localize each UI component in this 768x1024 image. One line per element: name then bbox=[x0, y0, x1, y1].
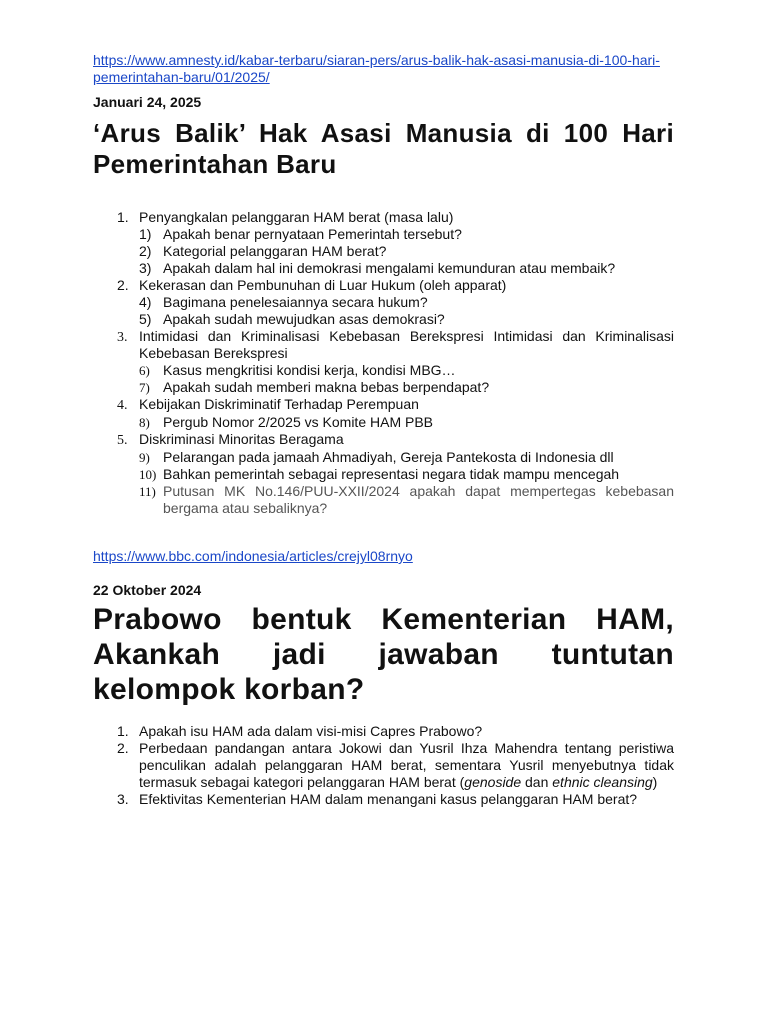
list-item-text: Penyangkalan pelanggaran HAM berat (masa lalu) bbox=[139, 209, 454, 225]
sub-list-item-text: Apakah benar pernyataan Pemerintah tersebut? bbox=[163, 226, 462, 242]
list-item bbox=[93, 723, 674, 740]
numbered-list bbox=[93, 209, 674, 517]
sub-list-item-text: Pergub Nomor 2/2025 vs Komite HAM PBB bbox=[163, 414, 434, 430]
article-title: ‘Arus Balik’ Hak Asasi Manusia di 100 Hari Pemerintahan Baru bbox=[93, 118, 674, 179]
article-date: Januari 24, 2025 bbox=[93, 94, 202, 110]
sub-list-item-text: Apakah sudah mewujudkan asas demokrasi? bbox=[163, 311, 445, 327]
list-item bbox=[93, 791, 674, 808]
list-item-text bbox=[139, 740, 674, 791]
article-date: 22 Oktober 2024 bbox=[93, 582, 202, 598]
list-item bbox=[93, 396, 674, 414]
sub-list-number: 7) bbox=[139, 380, 150, 395]
list-item bbox=[93, 328, 674, 362]
list-item-text: Kekerasan dan Pembunuhan di Luar Hukum (oleh apparat) bbox=[139, 277, 507, 293]
italic-term: genoside bbox=[464, 774, 522, 790]
sub-list-item-text: Pelarangan pada jamaah Ahmadiyah, Gereja Pantekosta di Indonesia dll bbox=[163, 449, 614, 465]
sub-list-number: 8) bbox=[139, 415, 150, 430]
list-number: 1. bbox=[117, 209, 129, 225]
sub-list-item-text: Putusan MK No.146/PUU-XXII/2024 apakah dapat mempertegas kebebasan bergama atau sebaliknya? bbox=[163, 483, 674, 516]
source-link-amnesty[interactable]: https://www.amnesty.id/kabar-terbaru/siaran-pers/arus-balik-hak-asasi-manusia-di-100-hari-pemerintahan-baru/01/2025/ bbox=[93, 52, 660, 85]
list-number: 2. bbox=[117, 277, 129, 293]
sub-list-number: 10) bbox=[139, 467, 157, 482]
document-page bbox=[93, 52, 674, 808]
list-item-text: Apakah isu HAM ada dalam visi-misi Capres Prabowo? bbox=[139, 723, 483, 739]
source-link-bbc[interactable]: https://www.bbc.com/indonesia/articles/crejyl08rnyo bbox=[93, 548, 413, 564]
sub-list-number: 11) bbox=[139, 484, 156, 499]
sub-list-item bbox=[93, 362, 674, 379]
sub-list-item bbox=[93, 226, 674, 243]
sub-list-item bbox=[93, 414, 674, 431]
sub-list-number: 3) bbox=[139, 260, 152, 276]
list-number: 3. bbox=[117, 330, 128, 345]
italic-term: ethnic cleansing bbox=[552, 774, 653, 790]
list-item bbox=[93, 431, 674, 449]
sub-list-item bbox=[93, 379, 674, 396]
list-number: 5. bbox=[117, 433, 128, 448]
sub-list-item-text: Kategorial pelanggaran HAM berat? bbox=[163, 243, 387, 259]
sub-list-item bbox=[93, 243, 674, 260]
list-item bbox=[93, 740, 674, 791]
list-item bbox=[93, 277, 674, 294]
list-item-text: Intimidasi dan Kriminalisasi Kebebasan Berekspresi Intimidasi dan Kriminalisasi Kebebasan Berekspresi bbox=[139, 328, 674, 361]
sub-list-number: 5) bbox=[139, 311, 152, 327]
list-number: 3. bbox=[117, 791, 129, 807]
sub-list-item bbox=[93, 260, 674, 277]
list-item-text: Diskriminasi Minoritas Beragama bbox=[139, 431, 344, 447]
sub-list-item-text: Bagimana penelesaiannya secara hukum? bbox=[163, 294, 428, 310]
sub-list-item-text: Apakah sudah memberi makna bebas berpendapat? bbox=[163, 379, 490, 395]
sub-list-number: 2) bbox=[139, 243, 152, 259]
numbered-list bbox=[93, 723, 674, 808]
sub-list-item-text: Apakah dalam hal ini demokrasi mengalami kemunduran atau membaik? bbox=[163, 260, 616, 276]
list-item-text: Kebijakan Diskriminatif Terhadap Perempuan bbox=[139, 396, 419, 412]
sub-list-item bbox=[93, 483, 674, 517]
sub-list-item bbox=[93, 294, 674, 311]
sub-list-number: 4) bbox=[139, 294, 152, 310]
sub-list-item-text: Bahkan pemerintah sebagai representasi negara tidak mampu mencegah bbox=[163, 466, 620, 482]
text-segment: Perbedaan pandangan antara Jokowi dan Yusril Ihza Mahendra tentang peristiwa penculikan adalah pelanggaran HAM berat, sementara Yusril menyebutnya tidak termasuk sebagai kategori pelanggaran HAM berat ( bbox=[139, 740, 674, 790]
list-number: 4. bbox=[117, 398, 128, 413]
list-item bbox=[93, 209, 674, 226]
sub-list-number: 1) bbox=[139, 226, 152, 242]
list-item-text: Efektivitas Kementerian HAM dalam menangani kasus pelanggaran HAM berat? bbox=[139, 791, 638, 807]
sub-list-item bbox=[93, 311, 674, 328]
sub-list-number: 6) bbox=[139, 363, 150, 378]
text-segment: ) bbox=[652, 774, 658, 790]
sub-list-item bbox=[93, 449, 674, 466]
sub-list-item bbox=[93, 466, 674, 483]
sub-list-number: 9) bbox=[139, 450, 150, 465]
sub-list-item-text: Kasus mengkritisi kondisi kerja, kondisi MBG… bbox=[163, 362, 456, 378]
text-segment: dan bbox=[521, 774, 553, 790]
list-number: 2. bbox=[117, 740, 129, 756]
article-title: Prabowo bentuk Kementerian HAM, Akankah jadi jawaban tuntutan kelompok korban? bbox=[93, 603, 674, 706]
list-number: 1. bbox=[117, 723, 129, 739]
